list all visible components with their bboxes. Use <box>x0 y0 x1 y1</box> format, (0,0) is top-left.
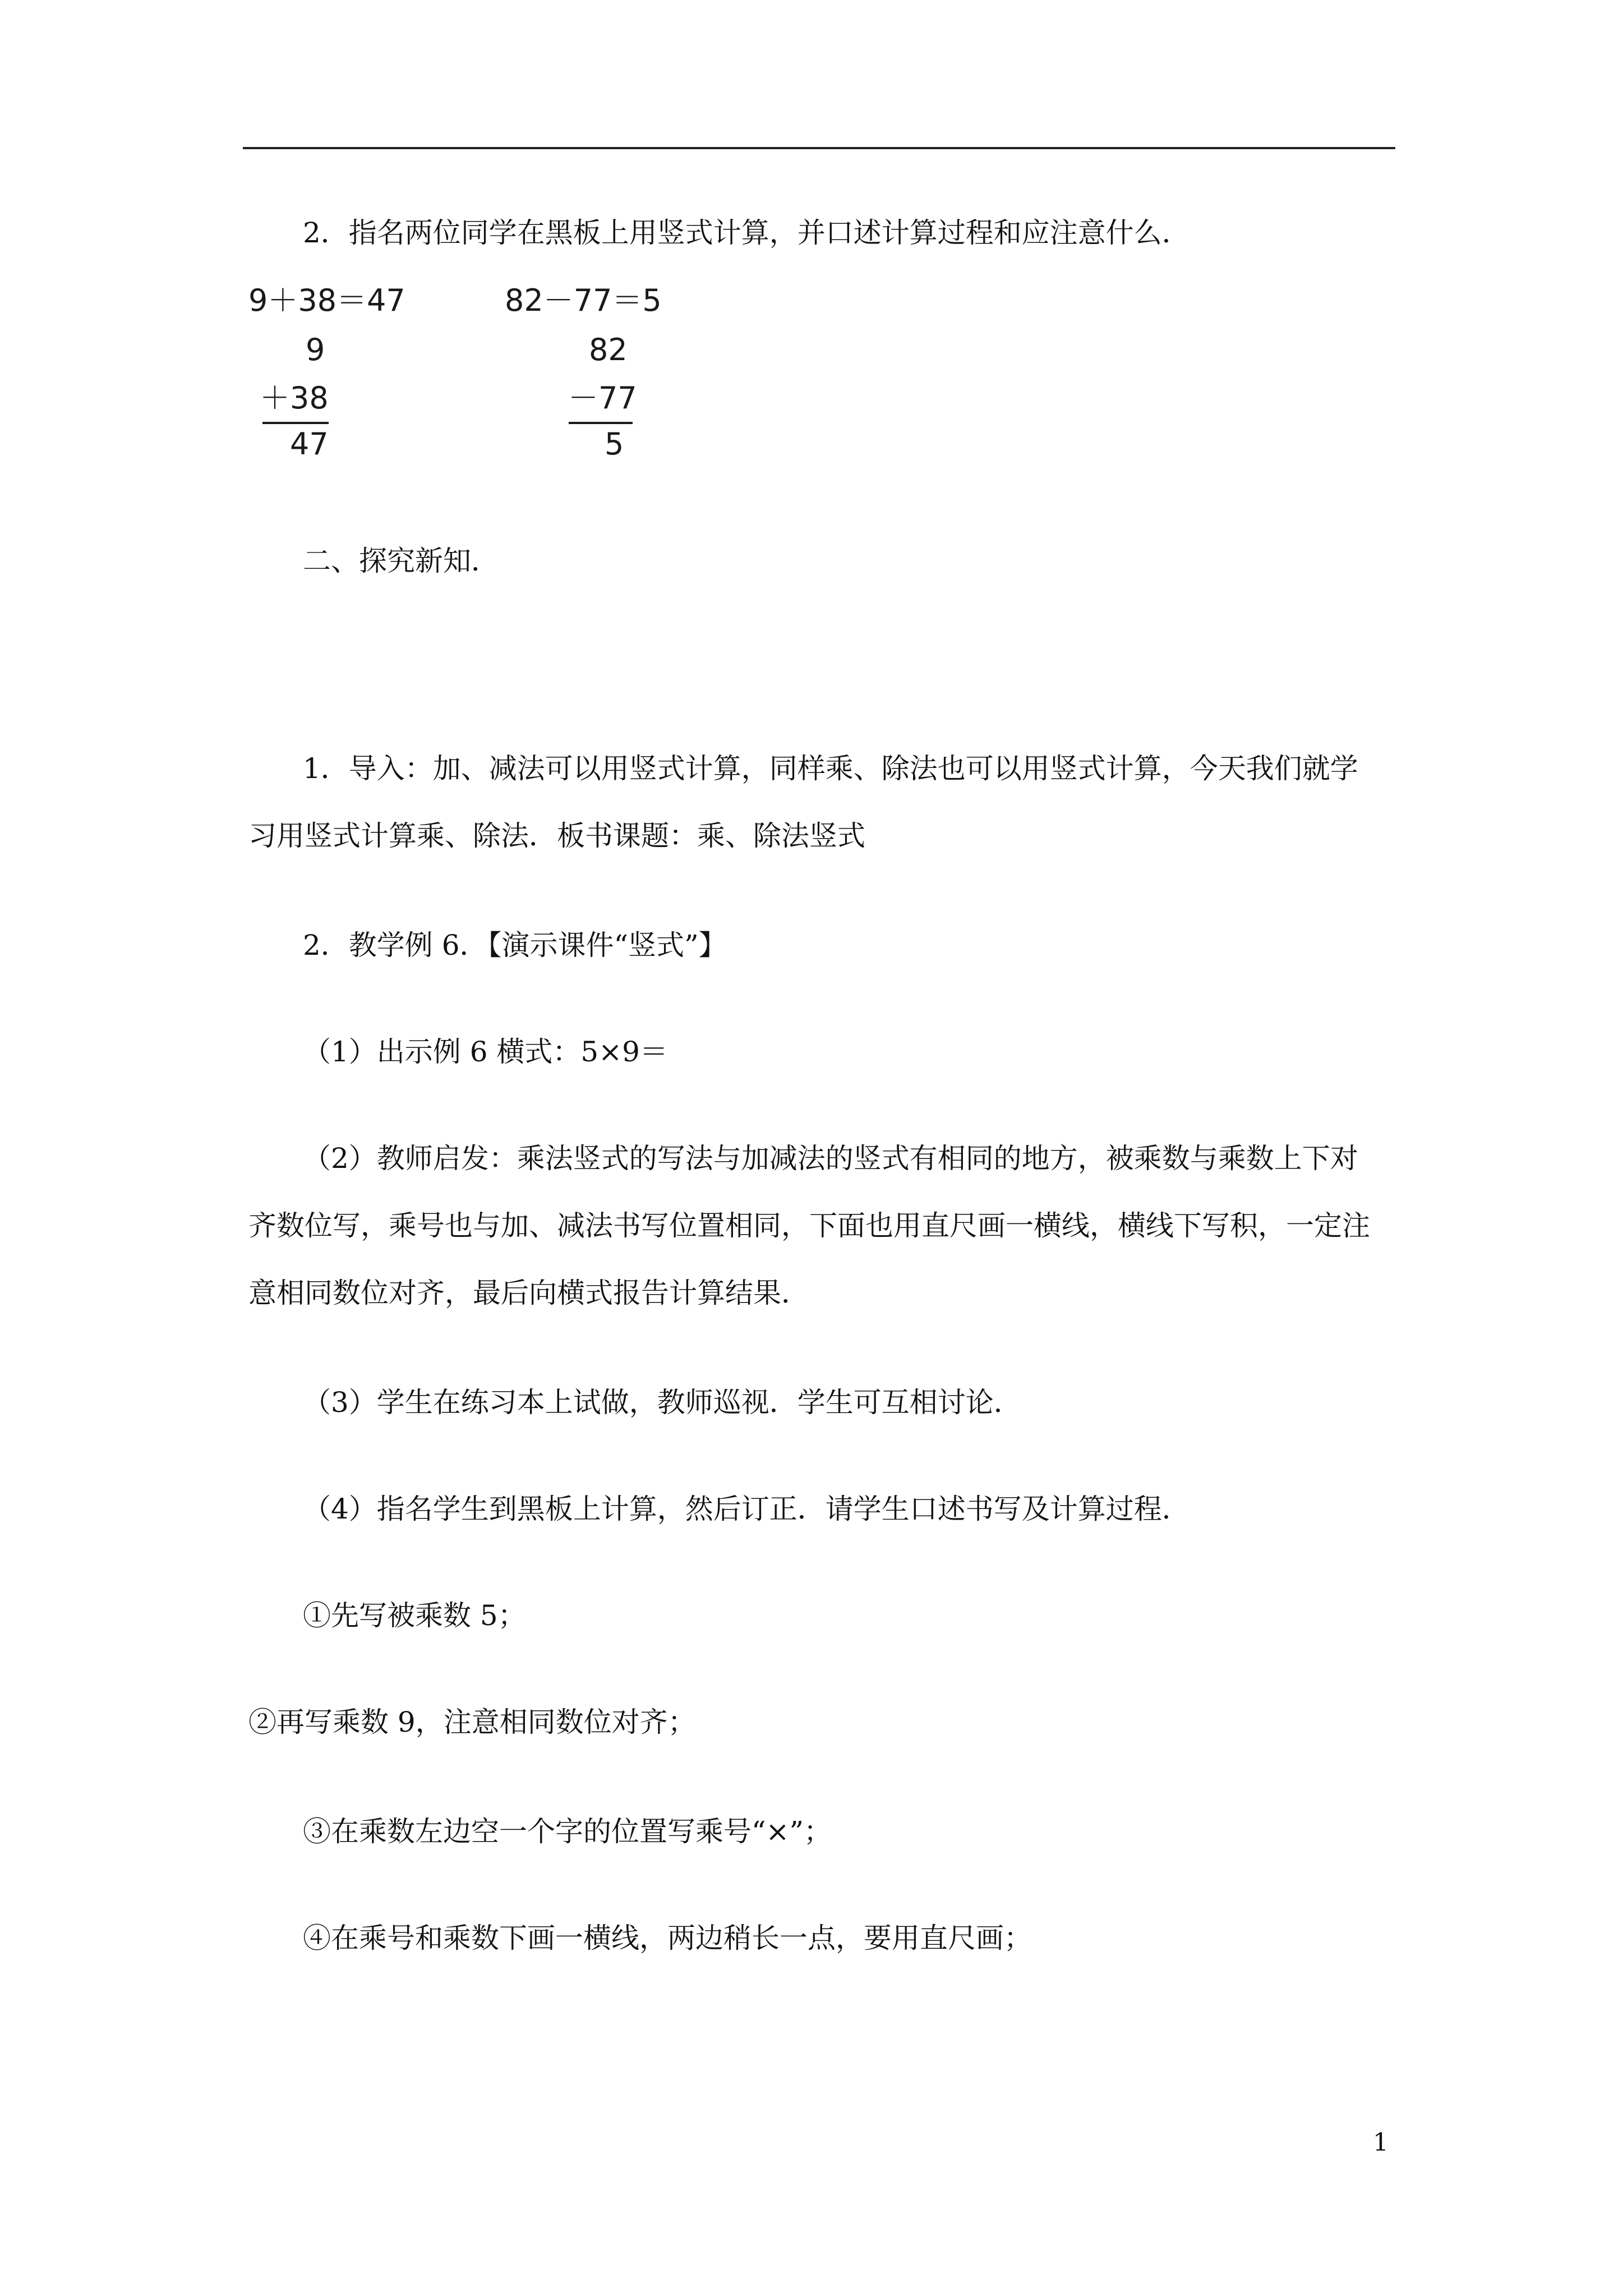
calc-a-result: 47 <box>290 426 329 462</box>
item-3: （3）学生在练习本上试做，教师巡视．学生可互相讨论． <box>303 1386 1022 1419</box>
intro-line-2: 习用竖式计算乘、除法．板书课题：乘、除法竖式 <box>248 820 865 852</box>
page-number: 1 <box>1373 2128 1389 2157</box>
item-2-line-3: 意相同数位对齐，最后向横式报告计算结果． <box>248 1277 809 1309</box>
section-heading: 二、探究新知． <box>303 545 499 577</box>
step-circle-2: ②再写乘数 9，注意相同数位对齐； <box>248 1706 696 1738</box>
calc-a-operand: ＋38 <box>260 380 329 416</box>
item-2-line-1: （2）教师启发：乘法竖式的写法与加减法的竖式有相同的地方，被乘数与乘数上下对 <box>303 1142 1358 1175</box>
example-title: 2．教学例 6．【演示课件“竖式”】 <box>303 929 727 961</box>
intro-line-1: 1．导入：加、减法可以用竖式计算，同样乘、除法也可以用竖式计算，今天我们就学 <box>303 752 1358 785</box>
calc-b-operand: －77 <box>568 380 637 416</box>
item-4: （4）指名学生到黑板上计算，然后订正．请学生口述书写及计算过程． <box>303 1493 1190 1525</box>
calc-a-rule <box>262 422 329 424</box>
step-2-text: 2．指名两位同学在黑板上用竖式计算，并口述计算过程和应注意什么． <box>303 217 1190 249</box>
item-1: （1）出示例 6 横式：5×9＝ <box>303 1036 668 1068</box>
calc-b-top: 82 <box>589 332 628 367</box>
calc-b-rule <box>569 422 633 424</box>
calc-a-equation: 9＋38＝47 <box>248 283 405 318</box>
calc-b-result: 5 <box>605 426 624 462</box>
header-rule <box>243 147 1395 149</box>
step-circle-4: ④在乘号和乘数下画一横线，两边稍长一点，要用直尺画； <box>303 1922 1032 1954</box>
step-circle-1: ①先写被乘数 5； <box>303 1599 526 1632</box>
calc-a-top: 9 <box>306 332 325 367</box>
step-circle-3: ③在乘数左边空一个字的位置写乘号“×”； <box>303 1815 832 1848</box>
calc-b-equation: 82－77＝5 <box>505 283 662 318</box>
item-2-line-2: 齐数位写，乘号也与加、减法书写位置相同，下面也用直尺画一横线，横线下写积，一定注 <box>248 1209 1370 1242</box>
